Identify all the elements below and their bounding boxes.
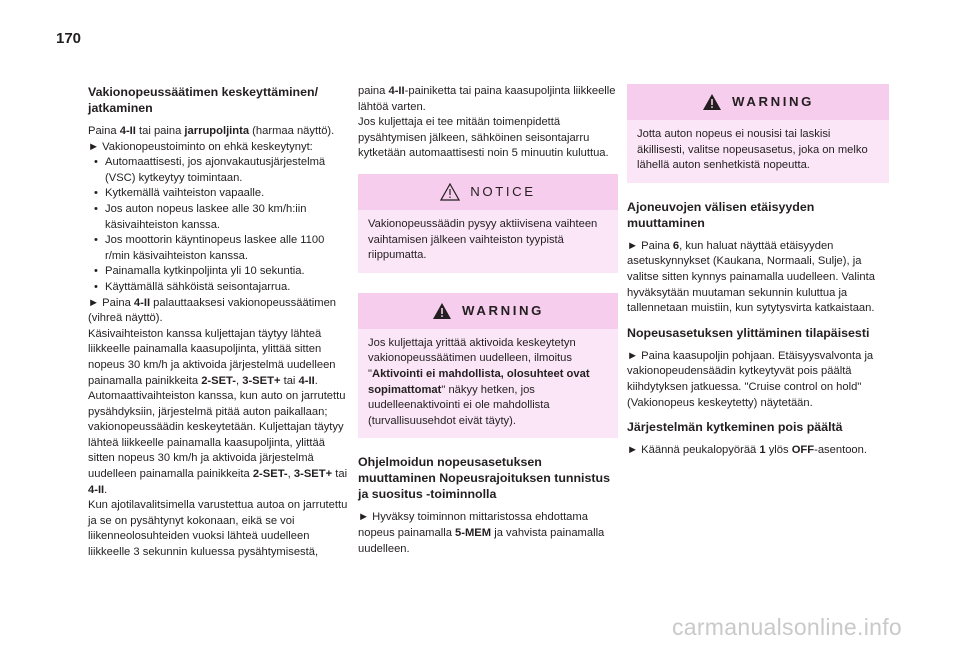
arrow-instruction: ► Hyväksy toiminnon mittaristossa ehdottama nopeus painamalla 5-MEM ja vahvista painamalla uudelleen. [358,511,605,555]
paragraph: Jos kuljettaja ei tee mitään toimenpidettä pysähtymisen jälkeen, sähköinen seisontajarru kytketään automaattisesti noin 5 minuutin kuluttua. [358,116,609,160]
paragraph: Käsivaihteiston kanssa kuljettajan täytyy lähteä liikkeelle painamalla kaasupoljinta, ylittää sitten nopeus 30 km/h ja aktivoida järjestelmä uudelleen painamalla painikkeita 2-SET-, 3-SET+ tai 4-II. [88,327,336,387]
paragraph: paina 4-II-painiketta tai paina kaasupoljinta liikkeelle lähtöä varten. [358,85,616,113]
column-2 [358,84,618,557]
paragraph: Kun ajotilavalitsimella varustettua autoa on jarrutettu ja se on pysähtynyt kokonaan, eikä se voi liikenneolosuhteiden vuoksi lähteä uudelleen liikkeelle 3 sekunnin kuluessa pysähtymisestä, [88,499,348,559]
warning-header [627,84,889,120]
notice-header [358,174,618,210]
warning-header [358,293,618,329]
bullet-list [88,155,350,295]
notice-body: Vakionopeussäädin pysyy aktiivisena vaihteen vaihtamisen jälkeen vaihteiston tyypistä riippumatta. [368,217,598,262]
arrow-instruction: ► Paina 4-II palauttaaksesi vakionopeussäätimen (vihreä näyttö). [88,296,337,325]
heading-override: Nopeusasetuksen ylittäminen tilapäisesti [627,325,870,340]
watermark: carmanualsonline.info [671,614,902,640]
warning-title: WARNING [732,94,814,110]
warning-box [627,84,889,183]
heading-switch-off: Järjestelmän kytkeminen pois päältä [627,420,843,435]
arrow-instruction: ► Käännä peukalopyörää 1 ylös OFF-asentoon. [627,444,867,457]
warning-title: WARNING [462,302,544,318]
list-item: • Jos moottorin käyntinopeus laskee alle 1100 r/min käsivaihteiston kanssa. [105,233,350,264]
list-item: • Painamalla kytkinpoljinta yli 10 sekuntia. [105,264,350,280]
arrow-instruction: ► Paina 6, kun haluat näyttää etäisyyden asetuskynnykset (Kaukana, Normaali, Sulje), ja valitse sitten kynnys painamalla uudelleen. Valinta hyväksytään muutaman sekunnin kuluttua ja tallennetaan muistiin, kun sytytysvirta katkaistaan. [627,239,875,315]
warning-triangle-icon [432,302,452,320]
paragraph: Automaattivaihteiston kanssa, kun auto on jarrutettu pysähdyksiin, järjestelmä pitää auton paikallaan; vakionopeussäädin keskeytetään. Kuljettajan täytyy lähteä liikkeelle painamalla kaasupoljinta, ylittää sitten nopeus 30 km/h ja aktivoida järjestelmä uudelleen painamalla painikkeita 2-SET-, 3-SET+ tai 4-II. [88,390,348,496]
page-number: 170 [56,30,82,47]
list-item: • Kytkemällä vaihteiston vapaalle. [105,186,350,202]
warning-box [358,293,618,439]
column-1 [88,84,350,561]
warning-body: Jos kuljettaja yrittää aktivoida keskeytetyn vakionopeussäätimen uudelleen, ilmoitus "Aktivointi ei mahdollista, olosuhteet ovat sopimattomat" näkyy hetken, jos uudelleenaktivointi ei ole mahdollista (turvallisuusehdot eivät täyty). [368,336,590,427]
arrow-instruction: ► Paina kaasupoljin pohjaan. Etäisyysvalvonta ja vakionopeudensäädin kytkeytyvät pois päältä kiihdytyksen jatkuessa. "Cruise control on hold" (Vakionopeus keskeytetty) näytetään. [627,349,874,409]
warning-body: Jotta auton nopeus ei nousisi tai laskisi äkillisesti, valitse nopeusasetus, joka on melko lähellä auton senhetkistä nopeutta. [637,128,868,172]
warning-triangle-icon [702,93,722,111]
heading-distance: Ajoneuvojen välisen etäisyyden muuttaminen [627,199,815,230]
notice-title: NOTICE [470,184,536,200]
column-3 [627,84,889,459]
list-item: • Käyttämällä sähköistä seisontajarrua. [105,280,350,296]
heading-speed-limit: Ohjelmoidun nopeusasetuksen muuttaminen Nopeusrajoituksen tunnistus ja suositus -toiminnolla [358,455,610,502]
notice-box [358,174,618,273]
notice-triangle-icon [440,183,460,201]
list-item: • Jos auton nopeus laskee alle 30 km/h:iin käsivaihteiston kanssa. [105,202,350,233]
heading-pause-resume: Vakionopeussäätimen keskeyttäminen/ jatkaminen [88,85,319,115]
paragraph: Paina 4-II tai paina jarrupoljinta (harmaa näyttö). [88,125,335,137]
arrow-instruction: ► Vakionopeustoiminto on ehkä keskeytynyt: [88,140,313,153]
list-item: • Automaattisesti, jos ajonvakautusjärjestelmä (VSC) kytkeytyy toimintaan. [105,155,350,186]
